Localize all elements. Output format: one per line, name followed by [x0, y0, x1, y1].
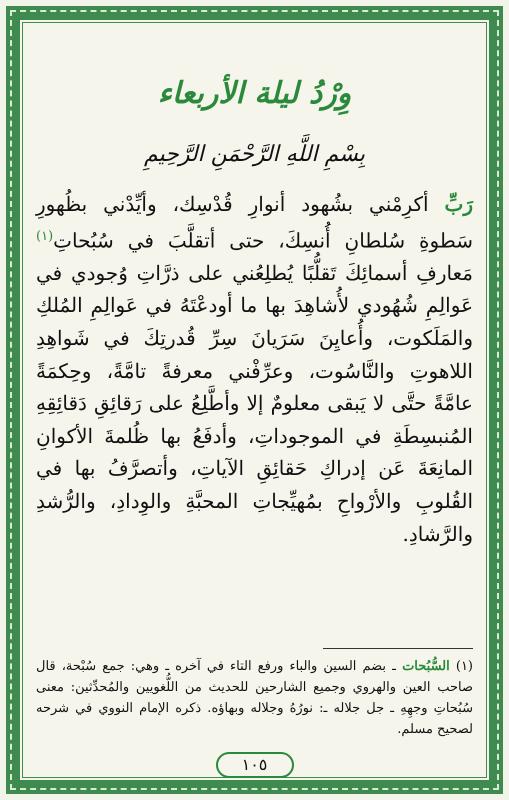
- main-text: [36, 188, 473, 550]
- book-page: [30, 28, 479, 772]
- basmala: بِسْمِ اللَّهِ الرَّحْمَنِ الرَّحِيمِ: [143, 142, 366, 167]
- footnote-reference[interactable]: (١): [36, 228, 54, 244]
- footnote-divider: [323, 648, 473, 649]
- footnote-term: السُّبُحات: [402, 659, 450, 674]
- opening-word: رَبِّ: [444, 192, 473, 216]
- text-part-1: أكرِمْني بشُهود أنوارِ قُدْسِك، وأيِّدْني بظُهورِ سَطوةِ سُلطانِ أُنسِكَ، حتى أتقلَّبَ في سُبُحاتِ: [36, 192, 473, 253]
- footnote: [36, 656, 473, 740]
- page-title: وِرْدُ ليلة الأربعاء: [157, 76, 352, 111]
- page-number: ١٠٥: [216, 752, 294, 778]
- page-number-badge: [30, 752, 479, 778]
- footnote-number: (١): [455, 659, 473, 674]
- text-part-2: مَعارفِ أسمائِكَ تَقلُّبًا يُطلِعُني على ذرَّاتِ وُجودي في عَوالِمِ شُهُودي لأُشاهِدَ بها ما أودعْتَهُ في عَوالِمِ المُلكِ والمَلَكوت، وأُعايِنَ سَرَيانَ سِرِّ قُدرتِكَ في شَواهِدِ اللاهوتِ والنَّاسُوت، وعرِّفْني معرفةً تامَّةً، وحِكمَةً عامَّةً حتَّى لا يَبقى معلومٌ إلا وأطَّلِعُ على رَقائِقِ دَقائِقِهِ المُنبسِطَةِ في الموجوداتِ، وأدفَعُ بها ظُلمةَ الأكوانِ المانِعَةَ عَن إدراكِ حَقائِقِ الآياتِ، وأتصرَّفُ بها في القُلوبِ والأرْواحِ بمُهيِّجاتِ المحبَّةِ والوِدادِ، والرُّشدِ والرَّشادِ.: [36, 260, 473, 546]
- footnote-text: ـ بضم السين والباء ورفع التاء في آخره ـ وهي: جمع سُبْحة، قال صاحب العين والهروي وجميع الشارحين للحديث من اللُّغويين والمُحدِّثين: معنى سُبُحاتِ وجهِهِ ـ جل جلاله ـ: نورُهُ وجلاله وبهاؤه. ذكره الإمام النووي في شرحه لصحيح مسلم.: [36, 659, 473, 737]
